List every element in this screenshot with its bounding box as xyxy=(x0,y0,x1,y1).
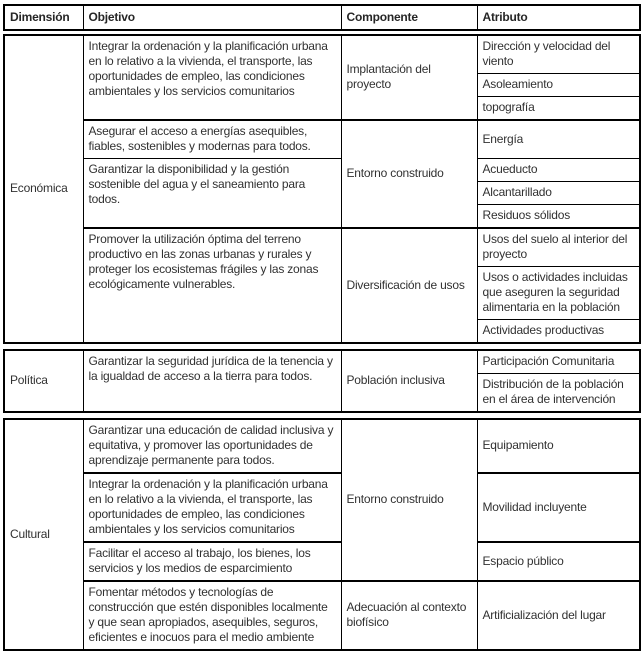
table-row xyxy=(4,473,640,542)
section-table-cultural xyxy=(3,418,641,651)
table-row xyxy=(4,350,640,374)
atributo-cell: Artificialización del lugar xyxy=(477,581,640,650)
table-row xyxy=(4,120,640,159)
section-table-economica xyxy=(3,34,641,344)
objetivo-cell: Integrar la ordenación y la planificación urbana en lo relativo a la vivienda, el transporte, las oportunidades de empleo, las condiciones ambientales y los servicios comunitarios xyxy=(83,35,341,120)
dimension-cell: Económica xyxy=(4,35,83,343)
atributo-cell: Residuos sólidos xyxy=(477,205,640,229)
componente-cell: Entorno construido xyxy=(341,419,477,581)
dimension-cell: Política xyxy=(4,350,83,412)
atributo-cell: Espacio público xyxy=(477,542,640,581)
dimension-cell: Cultural xyxy=(4,419,83,650)
table-row xyxy=(4,581,640,650)
table-row xyxy=(4,542,640,581)
objetivo-cell: Facilitar el acceso al trabajo, los bienes, los servicios y los medios de esparcimiento xyxy=(83,542,341,581)
atributo-cell: Actividades productivas xyxy=(477,320,640,344)
atributo-cell: Participación Comunitaria xyxy=(477,350,640,374)
objetivo-cell: Fomentar métodos y tecnologías de construcción que estén disponibles localmente y que sean apropiados, asequibles, seguros, eficientes e inocuos para el medio ambiente xyxy=(83,581,341,650)
table-row xyxy=(4,419,640,473)
column-header-objetivo: Objetivo xyxy=(83,5,341,30)
atributo-cell: Dirección y velocidad del viento xyxy=(477,35,640,74)
atributo-cell: Usos o actividades incluidas que aseguren la seguridad alimentaria en la población xyxy=(477,267,640,320)
componente-cell: Entorno construido xyxy=(341,120,477,228)
componente-cell: Implantación del proyecto xyxy=(341,35,477,120)
column-header-atributo: Atributo xyxy=(477,5,640,30)
componente-cell: Población inclusiva xyxy=(341,350,477,412)
atributo-cell: topografía xyxy=(477,97,640,121)
section-table-politica xyxy=(3,349,641,413)
atributo-cell: Asoleamiento xyxy=(477,74,640,97)
atributo-cell: Distribución de la población en el área de intervención xyxy=(477,374,640,413)
header-table xyxy=(3,4,641,31)
objetivo-cell: Asegurar el acceso a energías asequibles, fiables, sostenibles y modernas para todos. xyxy=(83,120,341,159)
objetivo-cell: Garantizar la disponibilidad y la gestión sostenible del agua y el saneamiento para todos. xyxy=(83,159,341,229)
atributo-cell: Acueducto xyxy=(477,159,640,182)
atributo-cell: Equipamiento xyxy=(477,419,640,473)
atributo-cell: Energía xyxy=(477,120,640,159)
objetivo-cell: Garantizar la seguridad jurídica de la tenencia y la igualdad de acceso a la tierra para todos. xyxy=(83,350,341,412)
componente-cell: Adecuación al contexto biofísico xyxy=(341,581,477,650)
componente-cell: Diversificación de usos xyxy=(341,228,477,343)
atributo-cell: Alcantarillado xyxy=(477,182,640,205)
objetivo-cell: Promover la utilización óptima del terreno productivo en las zonas urbanas y rurales y proteger los ecosistemas frágiles y las zonas ecológicamente vulnerables. xyxy=(83,228,341,343)
header-row xyxy=(4,5,640,30)
atributo-cell: Usos del suelo al interior del proyecto xyxy=(477,228,640,267)
table-row xyxy=(4,35,640,74)
objetivo-cell: Integrar la ordenación y la planificación urbana en lo relativo a la vivienda, el transporte, las oportunidades de empleo, las condiciones ambientales y los servicios comunitarios xyxy=(83,473,341,542)
table-row xyxy=(4,228,640,267)
atributo-cell: Movilidad incluyente xyxy=(477,473,640,542)
table-row xyxy=(4,159,640,182)
column-header-dimension: Dimensión xyxy=(4,5,83,30)
objetivo-cell: Garantizar una educación de calidad inclusiva y equitativa, y promover las oportunidades de aprendizaje permanente para todos. xyxy=(83,419,341,473)
column-header-componente: Componente xyxy=(341,5,477,30)
